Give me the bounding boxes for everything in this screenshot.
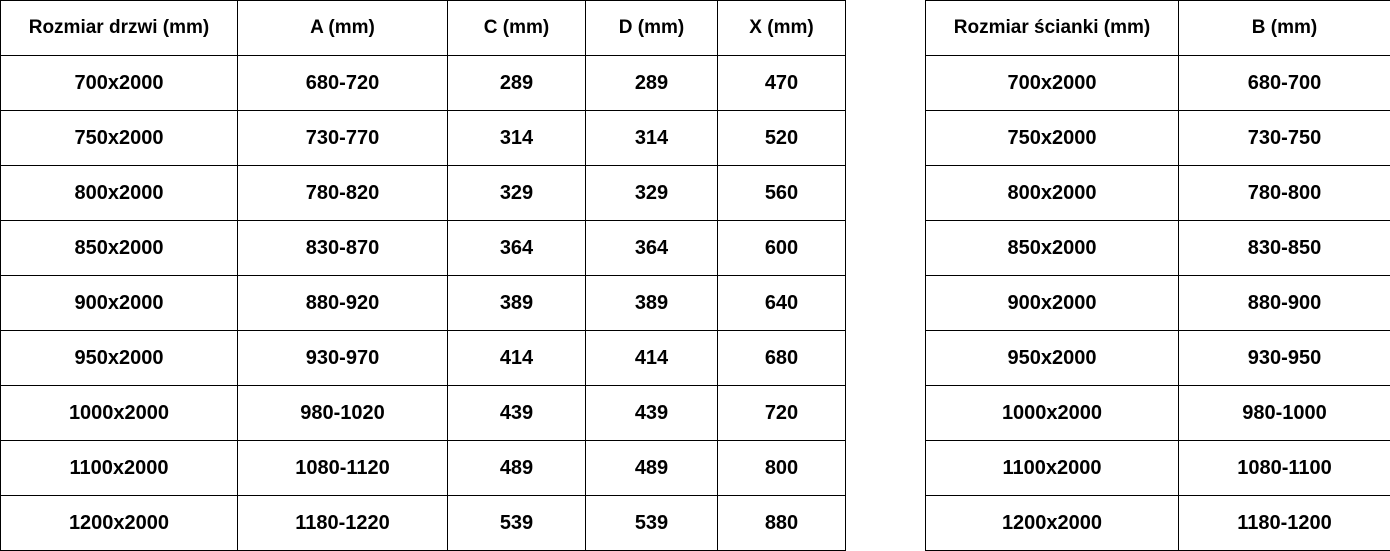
table-row [926, 496, 1390, 551]
cell-a: 780-820 [238, 166, 448, 221]
cell-c: 364 [448, 221, 586, 276]
cell-x: 680 [718, 331, 846, 386]
table-row [926, 331, 1390, 386]
cell-a: 730-770 [238, 111, 448, 166]
cell-wall-size: 1200x2000 [926, 496, 1179, 551]
cell-door-size: 900x2000 [1, 276, 238, 331]
cell-door-size: 950x2000 [1, 331, 238, 386]
table-row [1, 386, 846, 441]
table-row [926, 441, 1390, 496]
table-row [926, 166, 1390, 221]
column-header-x: X (mm) [718, 1, 846, 56]
cell-door-size: 750x2000 [1, 111, 238, 166]
table-row [1, 56, 846, 111]
table-row [926, 276, 1390, 331]
cell-wall-size: 750x2000 [926, 111, 1179, 166]
cell-x: 640 [718, 276, 846, 331]
cell-d: 364 [586, 221, 718, 276]
table-row [1, 441, 846, 496]
cell-x: 600 [718, 221, 846, 276]
cell-d: 439 [586, 386, 718, 441]
cell-c: 489 [448, 441, 586, 496]
cell-b: 830-850 [1179, 221, 1390, 276]
cell-wall-size: 1000x2000 [926, 386, 1179, 441]
cell-a: 880-920 [238, 276, 448, 331]
cell-d: 489 [586, 441, 718, 496]
cell-door-size: 850x2000 [1, 221, 238, 276]
table-row [1, 221, 846, 276]
cell-a: 830-870 [238, 221, 448, 276]
cell-a: 980-1020 [238, 386, 448, 441]
tables-spacer [845, 0, 925, 541]
cell-wall-size: 700x2000 [926, 56, 1179, 111]
cell-b: 730-750 [1179, 111, 1390, 166]
table-row [1, 276, 846, 331]
cell-x: 720 [718, 386, 846, 441]
cell-x: 800 [718, 441, 846, 496]
column-header-b: B (mm) [1179, 1, 1390, 56]
cell-b: 780-800 [1179, 166, 1390, 221]
cell-x: 470 [718, 56, 846, 111]
cell-c: 439 [448, 386, 586, 441]
table-row [926, 111, 1390, 166]
cell-d: 289 [586, 56, 718, 111]
cell-x: 880 [718, 496, 846, 551]
cell-c: 389 [448, 276, 586, 331]
cell-b: 930-950 [1179, 331, 1390, 386]
cell-b: 680-700 [1179, 56, 1390, 111]
cell-c: 414 [448, 331, 586, 386]
cell-c: 314 [448, 111, 586, 166]
table-row [1, 331, 846, 386]
cell-wall-size: 950x2000 [926, 331, 1179, 386]
wall-dimensions-table [925, 0, 1390, 551]
cell-wall-size: 1100x2000 [926, 441, 1179, 496]
cell-a: 930-970 [238, 331, 448, 386]
cell-c: 539 [448, 496, 586, 551]
cell-c: 289 [448, 56, 586, 111]
cell-d: 389 [586, 276, 718, 331]
table-row [1, 166, 846, 221]
cell-d: 414 [586, 331, 718, 386]
cell-door-size: 700x2000 [1, 56, 238, 111]
cell-b: 880-900 [1179, 276, 1390, 331]
column-header-d: D (mm) [586, 1, 718, 56]
cell-a: 1180-1220 [238, 496, 448, 551]
wall-dimensions-table-wrapper [925, 0, 1390, 541]
cell-a: 1080-1120 [238, 441, 448, 496]
cell-wall-size: 850x2000 [926, 221, 1179, 276]
cell-b: 980-1000 [1179, 386, 1390, 441]
cell-door-size: 1100x2000 [1, 441, 238, 496]
cell-x: 520 [718, 111, 846, 166]
cell-x: 560 [718, 166, 846, 221]
column-header-c: C (mm) [448, 1, 586, 56]
table-header-row [926, 1, 1390, 56]
cell-d: 539 [586, 496, 718, 551]
cell-door-size: 800x2000 [1, 166, 238, 221]
cell-b: 1080-1100 [1179, 441, 1390, 496]
cell-door-size: 1200x2000 [1, 496, 238, 551]
table-row [926, 221, 1390, 276]
table-header-row [1, 1, 846, 56]
column-header-wall-size: Rozmiar ścianki (mm) [926, 1, 1179, 56]
table-row [1, 111, 846, 166]
cell-wall-size: 800x2000 [926, 166, 1179, 221]
column-header-door-size: Rozmiar drzwi (mm) [1, 1, 238, 56]
column-header-a: A (mm) [238, 1, 448, 56]
cell-door-size: 1000x2000 [1, 386, 238, 441]
cell-d: 314 [586, 111, 718, 166]
cell-c: 329 [448, 166, 586, 221]
table-row [1, 496, 846, 551]
cell-b: 1180-1200 [1179, 496, 1390, 551]
table-row [926, 56, 1390, 111]
cell-a: 680-720 [238, 56, 448, 111]
cell-d: 329 [586, 166, 718, 221]
table-row [926, 386, 1390, 441]
cell-wall-size: 900x2000 [926, 276, 1179, 331]
